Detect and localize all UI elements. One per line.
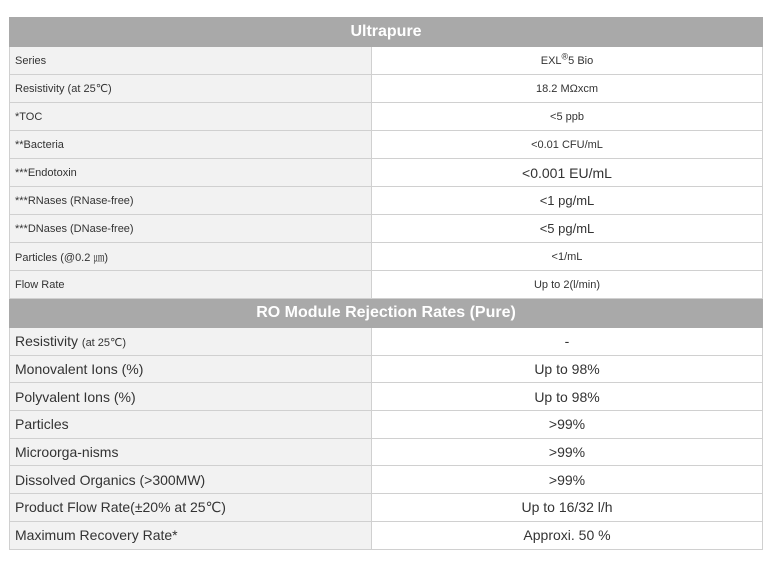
row-value: Up to 98% — [372, 355, 763, 383]
table-row — [10, 271, 763, 299]
row-value: Approxi. 50 % — [372, 521, 763, 549]
row-label: Flow Rate — [10, 271, 372, 299]
row-label: ***DNases (DNase-free) — [10, 215, 372, 243]
resistivity-note: (at 25℃) — [81, 337, 127, 350]
row-label: Maximum Recovery Rate* — [10, 521, 372, 549]
row-value — [372, 47, 763, 75]
table-row — [10, 466, 763, 494]
row-label: Polyvalent Ions (%) — [10, 383, 372, 411]
row-value: >99% — [372, 438, 763, 466]
series-suffix: 5 Bio — [568, 54, 594, 67]
row-label: Microorga-nisms — [10, 438, 372, 466]
row-value: - — [372, 328, 763, 356]
series-prefix: EXL — [540, 54, 562, 67]
table-row — [10, 521, 763, 549]
table-row — [10, 159, 763, 187]
row-value: <5 ppb — [372, 103, 763, 131]
row-label: Series — [10, 47, 372, 75]
section-title: RO Module Rejection Rates (Pure) — [10, 299, 763, 328]
row-label: ***Endotoxin — [10, 159, 372, 187]
table-row — [10, 103, 763, 131]
row-value: Up to 16/32 l/h — [372, 494, 763, 522]
row-label: **Bacteria — [10, 131, 372, 159]
table-row — [10, 383, 763, 411]
row-label: Dissolved Organics (>300MW) — [10, 466, 372, 494]
section-header-ultrapure — [10, 18, 763, 47]
row-label: Monovalent Ions (%) — [10, 355, 372, 383]
section-header-ro-module — [10, 299, 763, 328]
table-row — [10, 131, 763, 159]
row-value: Up to 2(l/min) — [372, 271, 763, 299]
resistivity-label: Resistivity — [15, 333, 79, 350]
row-value: >99% — [372, 466, 763, 494]
table-row — [10, 47, 763, 75]
row-label: Particles — [10, 411, 372, 439]
row-label: ***RNases (RNase-free) — [10, 187, 372, 215]
registered-mark: ® — [561, 50, 569, 61]
row-value: <5 pg/mL — [372, 215, 763, 243]
table-row — [10, 411, 763, 439]
row-label: Product Flow Rate(±20% at 25℃) — [10, 494, 372, 522]
table-row — [10, 438, 763, 466]
section-title: Ultrapure — [10, 18, 763, 47]
table-row — [10, 355, 763, 383]
row-label: *TOC — [10, 103, 372, 131]
table-row — [10, 328, 763, 356]
table-row — [10, 75, 763, 103]
row-value: <1 pg/mL — [372, 187, 763, 215]
table-row — [10, 215, 763, 243]
specification-table — [9, 17, 763, 550]
row-value: >99% — [372, 411, 763, 439]
row-value: 18.2 MΩxcm — [372, 75, 763, 103]
table-row — [10, 187, 763, 215]
row-value: Up to 98% — [372, 383, 763, 411]
row-value: <0.001 EU/mL — [372, 159, 763, 187]
row-value: <1/mL — [372, 243, 763, 271]
table-row — [10, 243, 763, 271]
row-label: Particles (@0.2 ㎛) — [10, 243, 372, 271]
row-label: Resistivity (at 25℃) — [10, 75, 372, 103]
row-label — [10, 328, 372, 356]
table-row — [10, 494, 763, 522]
row-value: <0.01 CFU/mL — [372, 131, 763, 159]
